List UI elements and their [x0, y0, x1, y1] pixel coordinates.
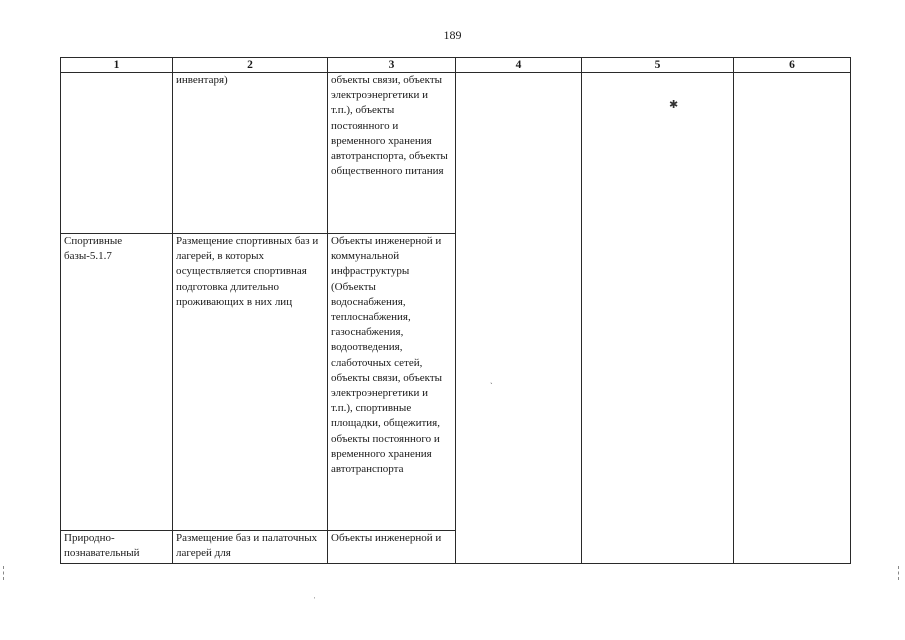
cell-column-4-empty [456, 73, 582, 564]
scan-edge-mark [3, 566, 7, 580]
table-row [61, 73, 851, 234]
column-header-1: 1 [61, 58, 173, 73]
column-header-3: 3 [328, 58, 456, 73]
scan-speck: ˈ [313, 596, 316, 605]
scan-speck: ✱ [669, 99, 679, 111]
page-number: 189 [443, 28, 462, 42]
scan-edge-mark [898, 566, 902, 580]
cell-use-description: Размещение баз и палаточных лагерей для [173, 531, 328, 564]
cell-permitted-objects: объекты связи, объекты электроэнергетики и т.п.), объекты постоянного и временного хранения автотранспорта, объекты общественного питания [328, 73, 456, 234]
cell-use-name: Спортивные базы-5.1.7 [61, 234, 173, 531]
cell-use-description: инвентаря) [173, 73, 328, 234]
scan-speck: ˎ [490, 375, 493, 384]
land-use-table [60, 57, 851, 564]
cell-permitted-objects: Объекты инженерной и коммунальной инфраструктуры (Объекты водоснабжения, теплоснабжения, газоснабжения, водоотведения, слаботочных сетей, объекты связи, объекты электроэнергетики и т.п.), спортивные площадки, общежития, объекты постоянного и временного хранения автотранспорта [328, 234, 456, 531]
cell-use-name [61, 73, 173, 234]
column-header-2: 2 [173, 58, 328, 73]
cell-column-6-empty [734, 73, 851, 564]
table-header-row [61, 58, 851, 73]
cell-permitted-objects: Объекты инженерной и [328, 531, 456, 564]
column-header-6: 6 [734, 58, 851, 73]
cell-column-5-empty [582, 73, 734, 564]
column-header-4: 4 [456, 58, 582, 73]
cell-use-description: Размещение спортивных баз и лагерей, в которых осуществляется спортивная подготовка длительно проживающих в них лиц [173, 234, 328, 531]
column-header-5: 5 [582, 58, 734, 73]
cell-use-name: Природно-познавательный [61, 531, 173, 564]
